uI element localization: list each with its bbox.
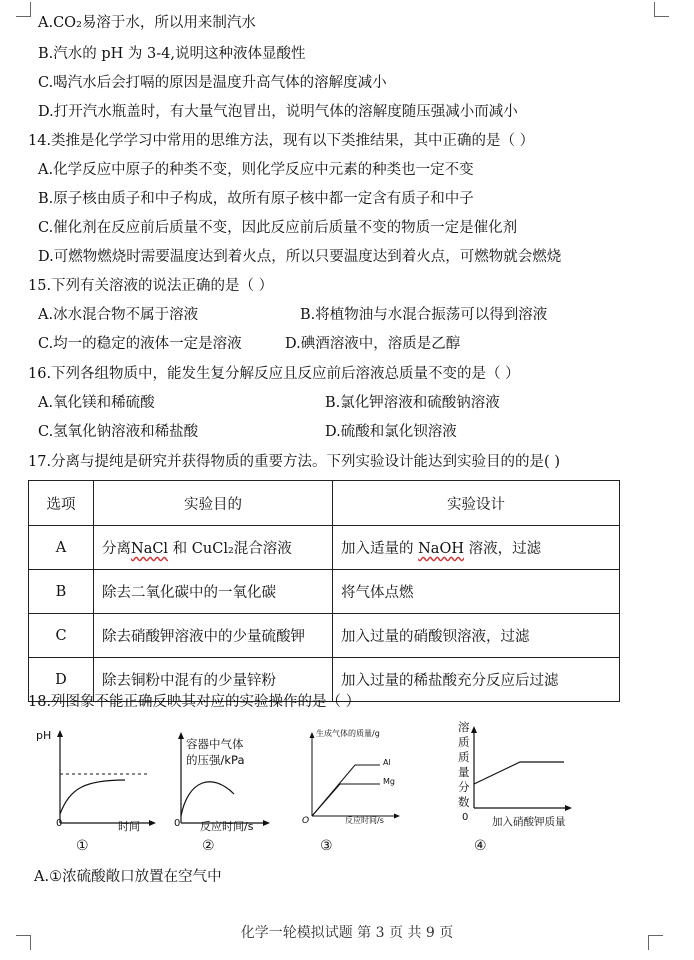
header-aim: 实验目的: [94, 481, 333, 526]
q17-experiment-table: [28, 480, 620, 702]
graph-3-series-al: Al: [383, 758, 391, 767]
q16-stem: 16.下列各组物质中，能发生复分解反应且反应前后溶液总质量不变的是（ ）: [28, 366, 520, 382]
formula-naoh: NaOH: [418, 541, 464, 557]
q13-option-d: D.打开汽水瓶盖时，有大量气泡冒出，说明气体的溶解度随压强减小而减小: [38, 104, 518, 120]
q14-stem: 14.类推是化学学习中常用的思维方法，现有以下类推结果，其中正确的是（ ）: [28, 133, 535, 149]
row-aim: [94, 526, 333, 570]
page-footer: 化学一轮模拟试题 第 3 页 共 9 页: [240, 925, 454, 941]
graph-3-xlabel: 反应时间/s: [345, 816, 384, 825]
graph-1-number: ①: [76, 838, 89, 854]
q13-option-a: A.CO₂易溶于水，所以用来制汽水: [38, 15, 256, 31]
graph-3-origin: O: [302, 816, 310, 826]
row-option: B: [29, 570, 94, 614]
ylabel-char: 数: [458, 795, 470, 809]
ylabel-char: 质: [458, 750, 470, 764]
aim-text: 分离: [102, 541, 131, 557]
graph-4-ylabel: [458, 720, 472, 810]
q15-option-a: A.冰水混合物不属于溶液: [38, 307, 199, 323]
row-design: 加入过量的稀盐酸充分反应后过滤: [333, 658, 620, 702]
q14-option-d: D.可燃物燃烧时需要温度达到着火点，所以只要温度达到着火点，可燃物就会燃烧: [38, 249, 562, 265]
row-aim: 除去硝酸钾溶液中的少量硫酸钾: [94, 614, 333, 658]
crop-mark-top-right: [654, 2, 669, 17]
graph-4-origin: 0: [462, 812, 469, 823]
q14-option-c: C.催化剂在反应前后质量不变，因此反应前后质量不变的物质一定是催化剂: [38, 220, 518, 236]
table-header-row: [29, 481, 620, 526]
graph-2-ylabel-line1: 容器中气体: [186, 737, 244, 751]
q17-stem: 17.分离与提纯是研究并获得物质的重要方法。下列实验设计能达到实验目的的是( ): [28, 454, 560, 470]
row-design: 加入过量的硝酸钡溶液，过滤: [333, 614, 620, 658]
q15-option-c: C.均一的稳定的液体一定是溶液: [38, 336, 242, 352]
row-design: [333, 526, 620, 570]
graph-2-number: ②: [202, 838, 215, 854]
crop-mark-top-left: [16, 2, 31, 17]
formula-nacl: NaCl: [131, 541, 169, 557]
q18-option-a: A.①浓硫酸敞口放置在空气中: [34, 869, 222, 885]
q15-stem: 15.下列有关溶液的说法正确的是（ ）: [28, 278, 274, 294]
table-row: [29, 570, 620, 614]
graph-2-origin: 0: [174, 818, 181, 829]
graph-2-ylabel-line2: 的压强/kPa: [186, 753, 245, 767]
row-option: A: [29, 526, 94, 570]
table-row: [29, 614, 620, 658]
aim-text: 和 CuCl₂混合溶液: [168, 541, 292, 557]
design-text: 溶液，过滤: [463, 541, 542, 557]
q13-option-b: B.汽水的 pH 为 3-4,说明这种液体显酸性: [38, 46, 306, 62]
ylabel-char: 质: [458, 735, 470, 749]
ylabel-char: 分: [458, 780, 470, 794]
q15-option-d: D.碘酒溶液中，溶质是乙醇: [285, 336, 461, 352]
q16-option-a: A.氧化镁和稀硫酸: [38, 395, 155, 411]
graph-4-xlabel: 加入硝酸钾质量: [492, 816, 566, 828]
row-aim: 除去铜粉中混有的少量锌粉: [94, 658, 333, 702]
row-design: 将气体点燃: [333, 570, 620, 614]
header-design: 实验设计: [333, 481, 620, 526]
q13-option-c: C.喝汽水后会打嗝的原因是温度升高气体的溶解度减小: [38, 75, 387, 91]
row-option: D: [29, 658, 94, 702]
q14-option-b: B.原子核由质子和中子构成，故所有原子核中都一定含有质子和中子: [38, 191, 474, 207]
graph-3-number: ③: [320, 838, 333, 854]
q16-option-d: D.硫酸和氯化钡溶液: [325, 424, 457, 440]
graph-1-origin: 0: [56, 818, 63, 829]
graph-1-ylabel: pH: [36, 729, 52, 742]
graph-1-xlabel: 时间: [118, 820, 140, 833]
row-option: C: [29, 614, 94, 658]
header-option: 选项: [29, 481, 94, 526]
graph-1-ph: [30, 728, 160, 838]
q16-option-c: C.氢氧化钠溶液和稀盐酸: [38, 424, 199, 440]
q18-stem: 18.列图象不能正确反映其对应的实验操作的是（ ）: [28, 694, 361, 710]
graph-4-number: ④: [474, 838, 487, 854]
q14-option-a: A.化学反应中原子的种类不变，则化学反应中元素的种类也一定不变: [38, 162, 474, 178]
design-text: 加入适量的: [341, 541, 419, 557]
ylabel-char: 量: [458, 765, 470, 779]
graph-3-series-mg: Mg: [383, 777, 395, 786]
graph-2-xlabel: 反应时间/s: [200, 820, 254, 833]
ylabel-char: 溶: [458, 720, 470, 734]
q15-option-b: B.将植物油与水混合振荡可以得到溶液: [300, 307, 548, 323]
graph-3-ylabel: 生成气体的质量/g: [316, 729, 380, 738]
row-aim: 除去二氧化碳中的一氧化碳: [94, 570, 333, 614]
q16-option-b: B.氯化钾溶液和硫酸钠溶液: [325, 395, 500, 411]
table-row: [29, 526, 620, 570]
